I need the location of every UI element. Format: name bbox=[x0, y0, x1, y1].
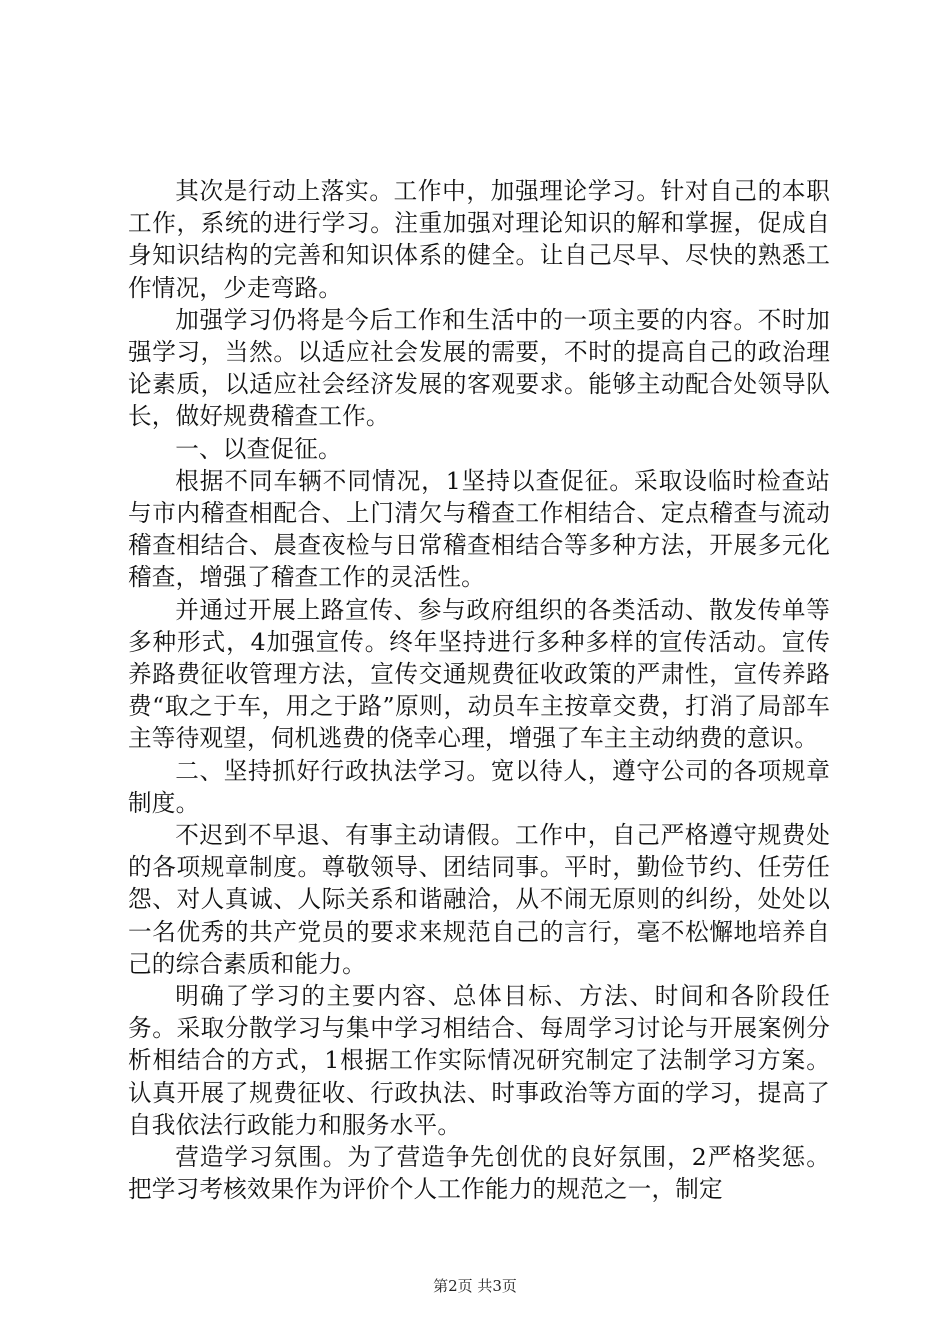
document-body bbox=[128, 175, 830, 1206]
paragraph: 加强学习仍将是今后工作和生活中的一项主要的内容。不时加强学习，当然。以适应社会发展的需要，不时的提高自己的政治理论素质，以适应社会经济发展的客观要求。能够主动配合处领导队长，做好规费稽查工作。 bbox=[128, 305, 830, 431]
paragraph: 营造学习氛围。为了营造争先创优的良好氛围，2严格奖惩。把学习考核效果作为评价个人工作能力的规范之一，制定 bbox=[128, 1143, 830, 1204]
paragraph: 明确了学习的主要内容、总体目标、方法、时间和各阶段任务。采取分散学习与集中学习相结合、每周学习讨论与开展案例分析相结合的方式，1根据工作实际情况研究制定了法制学习方案。认真开展了规费征收、行政执法、时事政治等方面的学习，提高了自我依法行政能力和服务水平。 bbox=[128, 982, 830, 1139]
section-heading: 一、以查促征。 bbox=[175, 434, 342, 463]
paragraph: 不迟到不早退、有事主动请假。工作中，自己严格遵守规费处的各项规章制度。尊敬领导、团结同事。平时，勤俭节约、任劳任怨、对人真诚、人际关系和谐融洽，从不闹无原则的纠纷，处处以一名优秀的共产党员的要求来规范自己的言行，毫不松懈地培养自己的综合素质和能力。 bbox=[128, 821, 830, 978]
page-number-footer: 第2页 共3页 bbox=[433, 1277, 517, 1295]
section-heading: 二、坚持抓好行政执法学习。宽以待人，遵守公司的各项规章制度。 bbox=[128, 756, 830, 817]
paragraph: 并通过开展上路宣传、参与政府组织的各类活动、散发传单等多种形式，4加强宣传。终年坚持进行多种多样的宣传活动。宣传养路费征收管理方法，宣传交通规费征收政策的严肃性，宣传养路费“取之于车，用之于路”原则，动员车主按章交费，打消了局部车主等待观望，伺机逃费的侥幸心理，增强了车主主动纳费的意识。 bbox=[128, 595, 830, 753]
paragraph: 其次是行动上落实。工作中，加强理论学习。针对自己的本职工作，系统的进行学习。注重加强对理论知识的解和掌握，促成自身知识结构的完善和知识体系的健全。让自己尽早、尽快的熟悉工作情况，少走弯路。 bbox=[128, 177, 830, 302]
paragraph: 根据不同车辆不同情况，1坚持以查促征。采取设临时检查站与市内稽查相配合、上门清欠与稽查工作相结合、定点稽查与流动稽查相结合、晨查夜检与日常稽查相结合等多种方法，开展多元化稽查，增强了稽查工作的灵活性。 bbox=[128, 466, 830, 592]
